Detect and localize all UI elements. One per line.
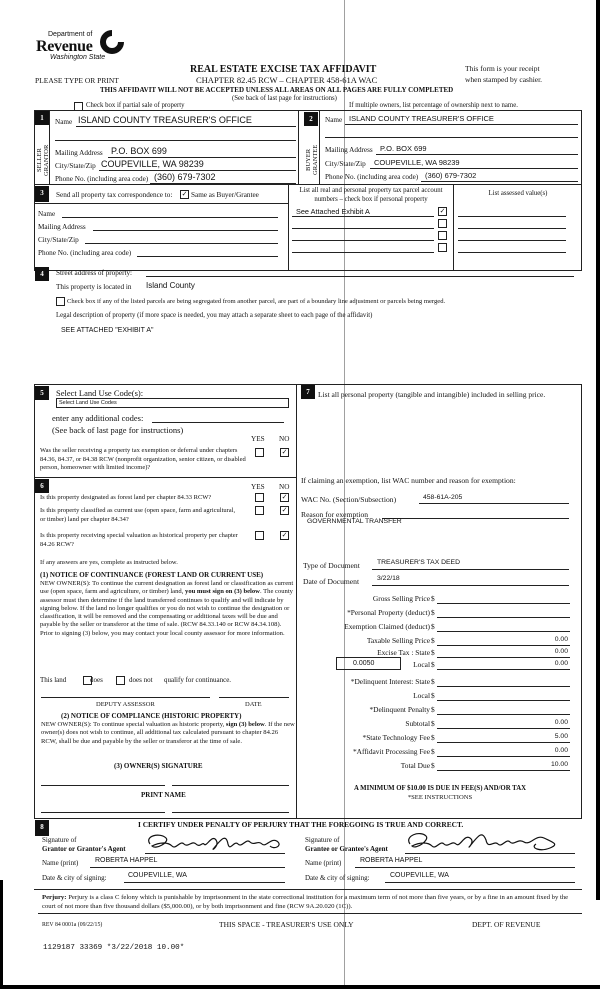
segregate-checkbox[interactable]	[56, 297, 65, 306]
section-3-number: 3	[35, 186, 49, 202]
section-7-number: 7	[301, 385, 315, 399]
notice-continuance-title: (1) NOTICE OF CONTINUANCE (FOREST LAND OR CURRENT USE)	[40, 571, 264, 579]
buyer-name-label: Name	[325, 116, 343, 124]
current-use-question: Is this property classified as current use (open space, farm and agricultural, or timber) land per chapter 84.34?	[40, 507, 236, 523]
buyer-phone-line	[421, 181, 578, 182]
currency-symbol: $	[431, 733, 435, 742]
currency-symbol: $	[431, 648, 435, 657]
parcel-header: List all real and personal property tax parcel account numbers – check box if personal property	[299, 187, 443, 203]
multiple-owners-note: If multiple owners, list percentage of ownership next to name.	[349, 102, 518, 109]
total-due-label: Total Due	[400, 761, 430, 770]
doc-type-line	[372, 569, 569, 570]
corr-phone-label: Phone No. (including area code)	[38, 249, 132, 257]
owner-signature-line-2[interactable]	[172, 785, 289, 786]
buyer-name-line-2	[325, 137, 578, 138]
see-back-instructions: (See back of last page for instructions)	[232, 95, 337, 102]
currency-symbol: $	[431, 691, 435, 700]
grantee-sig-label-a: Signature of	[305, 836, 340, 844]
current-use-no-checkbox[interactable]: ✓	[281, 507, 288, 514]
grantor-label: GRANTOR	[43, 144, 50, 176]
form-title: REAL ESTATE EXCISE TAX AFFIDAVIT	[190, 64, 377, 75]
excise-local-value[interactable]: 0.00	[554, 660, 568, 667]
seller-phone-line	[150, 183, 296, 184]
notice-compliance-text-b: . If the new owner(s) does not wish to continue, all additional tax calculated pursuant to chapter 84.26 RCW, shall be due and payable by the seller or transferor at the time of sale.	[41, 721, 295, 745]
grantee-date-value[interactable]: COUPEVILLE, WA	[390, 872, 449, 879]
section-6-number: 6	[35, 479, 49, 493]
minimum-due-note: A MINIMUM OF $10.00 IS DUE IN FEE(S) AND/OR TAX	[353, 785, 527, 792]
subtotal-label: Subtotal	[405, 719, 430, 728]
amount-line	[437, 631, 570, 632]
corr-city-label: City/State/Zip	[38, 236, 79, 244]
grantor-date-line	[124, 882, 285, 883]
located-label: This property is located in	[56, 283, 132, 291]
historic-yes-checkbox[interactable]	[255, 531, 264, 540]
currency-symbol: $	[431, 705, 435, 714]
scan-edge-bottom	[0, 985, 600, 989]
subtotal-value[interactable]: 0.00	[554, 719, 568, 726]
grantor-name-label: Name (print)	[42, 859, 79, 867]
amount-line	[437, 742, 570, 743]
corr-phone-line	[137, 256, 278, 257]
corr-mailing-label: Mailing Address	[38, 223, 86, 231]
form-chapter: CHAPTER 82.45 RCW – CHAPTER 458-61A WAC	[196, 75, 378, 85]
same-as-buyer-label: Same as Buyer/Grantee	[191, 191, 259, 199]
reason-value[interactable]: GOVERNMENTAL TRANSFER	[307, 518, 402, 525]
doc-date-line	[372, 585, 569, 586]
corr-city-line	[85, 243, 278, 244]
assessed-1-line	[458, 216, 566, 217]
certify-statement: I CERTIFY UNDER PENALTY OF PERJURY THAT THE FOREGOING IS TRUE AND CORRECT.	[138, 820, 464, 829]
if-yes-instruction: If any answers are yes, complete as instructed below.	[40, 559, 178, 566]
delinquent-interest-local-row	[300, 691, 580, 702]
receipt-note-2: when stamped by cashier.	[465, 75, 543, 84]
seller-label: SELLER	[36, 148, 43, 172]
historic-question: Is this property receiving special valuation as historical property per chapter 84.26 RCW?	[40, 532, 238, 548]
exemption-claimed-label: Exemption Claimed (deduct)	[344, 622, 430, 631]
amount-line	[437, 669, 570, 670]
parcel-2-line	[292, 228, 434, 229]
section-8-number: 8	[35, 820, 49, 836]
grantee-date-label: Date & city of signing:	[305, 874, 370, 882]
total-due-row	[300, 761, 580, 772]
notice-compliance-body	[41, 721, 295, 746]
delinquent-interest-local-label: Local	[413, 691, 430, 700]
deputy-assessor-line[interactable]	[41, 697, 210, 698]
exemption-yes-checkbox[interactable]	[255, 448, 264, 457]
currency-symbol: $	[431, 747, 435, 756]
grantor-signature-icon	[142, 830, 290, 856]
form-id: REV 84 0001a (09/22/15)	[42, 922, 103, 928]
grantor-sig-label-b: Grantor or Grantor's Agent	[42, 845, 126, 853]
buyer-name-value[interactable]: ISLAND COUNTY TREASURER'S OFFICE	[349, 114, 494, 123]
personal-property-label: List all personal property (tangible and intangible) included in selling price.	[318, 390, 546, 399]
segregate-label: Check box if any of the listed parcels are being segregated from another parcel, are part of a boundary line adjustment or parcels being merged.	[67, 298, 446, 305]
parcel-4-line	[292, 252, 434, 253]
exemption-no-checkbox[interactable]: ✓	[281, 449, 288, 456]
send-correspondence-label: Send all property tax correspondence to:	[56, 191, 173, 199]
section-6-top-divider	[34, 477, 296, 478]
grantee-date-line	[385, 882, 575, 883]
grantor-name-value[interactable]: ROBERTA HAPPEL	[95, 857, 158, 864]
assessed-2-line	[458, 228, 566, 229]
section-6-yes-header: YES	[251, 483, 265, 491]
assessed-header: List assessed value(s)	[488, 190, 548, 197]
doc-type-label: Type of Document	[303, 561, 360, 570]
seller-city-line	[99, 170, 296, 171]
parcel-1-line	[292, 216, 434, 217]
delinquent-interest-state-label: *Delinquent Interest: State	[350, 677, 430, 686]
parcel-3-line	[292, 240, 434, 241]
state-tech-fee-label: *State Technology Fee	[362, 733, 430, 742]
forest-land-question: Is this property designated as forest land per chapter 84.33 RCW?	[40, 494, 212, 501]
excise-local-label: Local	[413, 660, 430, 669]
amount-line	[437, 770, 570, 771]
perjury-bold: Perjury:	[42, 894, 67, 901]
section-1-number: 1	[35, 111, 49, 125]
corr-name-line	[62, 217, 278, 218]
legal-description-value[interactable]: SEE ATTACHED "EXHIBIT A"	[61, 327, 154, 334]
please-type: PLEASE TYPE OR PRINT	[35, 76, 119, 85]
notice-continuance-bold: you must sign on (3) below	[185, 588, 260, 596]
seller-grantor-label	[36, 140, 48, 180]
affidavit-fee-row	[300, 747, 580, 758]
buyer-grantee-label	[305, 140, 317, 180]
currency-symbol: $	[431, 636, 435, 645]
grantee-sig-label-b: Grantee or Grantee's Agent	[305, 845, 388, 853]
cashier-stamp: 1129187 33369 *3/22/2018 10.00*	[43, 944, 185, 952]
lower-right-border	[581, 384, 582, 818]
grantee-name-value[interactable]: ROBERTA HAPPEL	[360, 857, 423, 864]
buyer-phone-label: Phone No. (including area code)	[325, 173, 419, 181]
does-label: does	[90, 676, 103, 684]
grantor-date-value[interactable]: COUPEVILLE, WA	[128, 872, 187, 879]
does-not-qualify-checkbox[interactable]	[116, 676, 125, 685]
buyer-mailing-label: Mailing Address	[325, 146, 373, 154]
see-instructions-note: *SEE INSTRUCTIONS	[407, 794, 473, 801]
assessor-date-line[interactable]	[219, 697, 289, 698]
seller-phone-label: Phone No. (including area code)	[55, 175, 149, 183]
historic-no-checkbox[interactable]: ✓	[281, 532, 288, 539]
accept-warning: THIS AFFIDAVIT WILL NOT BE ACCEPTED UNLESS ALL AREAS ON ALL PAGES ARE FULLY COMPLETED	[100, 86, 454, 94]
grantor-name-line	[90, 867, 285, 868]
this-land-label: This land	[40, 676, 67, 684]
land-use-see-back: (See back of last page for instructions)	[52, 425, 184, 435]
parcel-1-personal-checkbox[interactable]: ✓	[439, 208, 446, 215]
amount-line	[437, 617, 570, 618]
section-8-top-border	[34, 818, 582, 819]
seller-name-line	[76, 126, 296, 127]
logo-line3: Washington State	[50, 54, 106, 61]
print-name-line-2[interactable]	[172, 812, 289, 813]
grantee-name-line	[355, 867, 575, 868]
print-name-label: PRINT NAME	[141, 791, 186, 799]
section-5-yes-header: YES	[251, 435, 265, 443]
buyer-city-line	[370, 168, 578, 169]
gross-selling-price-label: Gross Selling Price	[372, 594, 430, 603]
amount-line	[437, 657, 570, 658]
print-name-line-1[interactable]	[41, 812, 165, 813]
corr-name-label: Name	[38, 210, 56, 218]
located-value: Island County	[146, 281, 195, 290]
perjury-underline	[38, 913, 582, 914]
personal-property-deduct-label: *Personal Property (deduct)	[347, 608, 430, 617]
assessed-4-line	[458, 252, 566, 253]
additional-codes-label: enter any additional codes:	[52, 413, 144, 423]
land-use-label: Select Land Use Code(s):	[56, 388, 144, 398]
owner-signature-line-1[interactable]	[41, 785, 165, 786]
currency-symbol: $	[431, 608, 435, 617]
excise-state-value[interactable]: 0.00	[554, 648, 568, 655]
exemption-claimed-row	[300, 622, 580, 633]
corr-mailing-line	[93, 230, 278, 231]
seller-city-value[interactable]: COUPEVILLE, WA 98239	[101, 159, 204, 169]
section-3-header-divider	[34, 203, 288, 204]
qualify-label: qualify for continuance.	[164, 676, 232, 684]
exemption-claim-label: If claiming an exemption, list WAC number and reason for exemption:	[301, 476, 516, 485]
grantor-sig-label-a: Signature of	[42, 836, 77, 844]
buyer-phone-value[interactable]: (360) 679-7302	[425, 171, 477, 180]
logo-line2: Revenue	[36, 38, 93, 55]
amount-line	[437, 714, 570, 715]
land-use-select[interactable]: Select Land Use Codes	[56, 398, 289, 408]
lower-left-border	[34, 384, 35, 818]
notice-compliance-text-a: NEW OWNER(S): To continue special valuation as historic property,	[41, 721, 225, 728]
deputy-assessor-label: DEPUTY ASSESSOR	[96, 701, 155, 708]
exemption-question: Was the seller receiving a property tax exemption or deferral under chapters 84.36, 84.37, or 84.38 RCW (nonprofit organization, senior citizen, or disabled person, homeowner with limited income)?	[40, 447, 246, 471]
section-4-number: 4	[35, 267, 49, 281]
amount-line	[437, 686, 570, 687]
taxable-selling-price-row	[300, 636, 580, 647]
excise-local-row	[300, 660, 580, 671]
currency-symbol: $	[431, 719, 435, 728]
buyer-label: BUYER	[305, 148, 312, 172]
parties-divider	[298, 110, 299, 184]
lower-center-divider	[296, 384, 297, 818]
partial-sale-label: Check box if partial sale of property	[86, 102, 185, 109]
excise-state-label: Excise Tax : State	[377, 648, 430, 657]
delinquent-interest-state-row	[300, 677, 580, 688]
amount-line	[437, 728, 570, 729]
grantee-signature-icon	[400, 828, 570, 856]
section-2-number: 2	[304, 112, 318, 126]
same-as-buyer-checkbox[interactable]: ✓	[181, 191, 188, 198]
parcel-2-personal-checkbox[interactable]	[438, 219, 447, 228]
parties-bottom-divider	[34, 184, 582, 185]
street-address-label: Street address of property:	[56, 269, 133, 277]
does-not-label: does not	[129, 676, 153, 684]
currency-symbol: $	[431, 761, 435, 770]
assessed-divider	[453, 184, 454, 271]
dept-revenue-label: DEPT. OF REVENUE	[472, 920, 541, 929]
gross-selling-price-row	[300, 594, 580, 605]
seller-mailing-label: Mailing Address	[55, 149, 103, 157]
notice-continuance-body	[40, 580, 294, 638]
delinquent-penalty-row	[300, 705, 580, 716]
section-8-bottom-border	[34, 889, 582, 890]
buyer-mailing-line	[376, 154, 578, 155]
taxable-selling-price-value[interactable]: 0.00	[554, 636, 568, 643]
seller-city-label: City/State/Zip	[55, 162, 96, 170]
buyer-city-label: City/State/Zip	[325, 160, 366, 168]
state-tech-fee-row	[300, 733, 580, 744]
seller-name-value[interactable]: ISLAND COUNTY TREASURER'S OFFICE	[78, 115, 252, 125]
subtotal-row	[300, 719, 580, 730]
forest-yes-checkbox[interactable]	[255, 493, 264, 502]
dor-logo	[36, 30, 126, 70]
parcel-3-personal-checkbox[interactable]	[438, 231, 447, 240]
notice-continuance-text-a: NEW OWNER(S): To continue the current designation as forest land or classification as current use (open space, farm and agriculture, or timber) land,	[40, 580, 294, 596]
buyer-city-value[interactable]: COUPEVILLE, WA 98239	[374, 158, 460, 167]
notice-compliance-bold: sign (3) below	[225, 721, 265, 728]
notice-compliance-title: (2) NOTICE OF COMPLIANCE (HISTORIC PROPERTY)	[61, 712, 242, 720]
currency-symbol: $	[431, 660, 435, 669]
section-6-no-header: NO	[279, 483, 290, 491]
local-rate-box[interactable]: 0.0050	[336, 657, 401, 670]
doc-date-label: Date of Document	[303, 577, 360, 586]
current-use-yes-checkbox[interactable]	[255, 506, 264, 515]
wac-label: WAC No. (Section/Subsection)	[301, 495, 397, 504]
parcel-4-personal-checkbox[interactable]	[438, 243, 447, 252]
amount-line	[437, 645, 570, 646]
amount-line	[437, 700, 570, 701]
forest-no-checkbox[interactable]: ✓	[281, 494, 288, 501]
additional-codes-line[interactable]	[152, 422, 284, 423]
receipt-note-1: This form is your receipt	[465, 64, 540, 73]
notice-continuance-text-b: . The county assessor must then determine if the land transferred continues to qualify and will indicate by signing below. If the land no longer qualifies or you do not wish to continue the designation or classification, it will be removed and the compensating or additional taxes will be due and payable by the seller or transferor at the time of sale. (RCW 84.33.140 or RCW 84.34.108). Prior to signing (3) below, you may contact your local county assessor for more information.	[40, 588, 293, 637]
reason-label: Reason for exemption	[301, 510, 369, 519]
grantee-label: GRANTEE	[312, 144, 319, 176]
state-tech-fee-value[interactable]: 5.00	[554, 733, 568, 740]
section-5-no-header: NO	[279, 435, 290, 443]
section-5-number: 5	[35, 386, 49, 400]
perjury-text: Perjury is a class C felony which is punishable by imprisonment in the state correctional institution for a maximum term of not more than five years, or by a fine in an amount fixed by the court of not more than five thousand dollars ($5,000.00), or by both imprisonment and fine (RCW 9A.20.020 (1C)).	[42, 894, 569, 910]
personal-property-row	[300, 608, 580, 619]
wac-value[interactable]: 458-61A-205	[423, 494, 463, 501]
seller-mailing-line	[108, 157, 296, 158]
section-2-side-divider	[319, 110, 320, 184]
buyer-mailing-value[interactable]: P.O. BOX 699	[380, 144, 427, 153]
seller-name-line-2	[55, 140, 296, 141]
grantee-name-label: Name (print)	[305, 859, 342, 867]
scan-edge-left	[0, 880, 3, 989]
assessed-3-line	[458, 240, 566, 241]
currency-symbol: $	[431, 677, 435, 686]
currency-symbol: $	[431, 594, 435, 603]
parcel-1-value[interactable]: See Attached Exhibit A	[296, 207, 370, 216]
logo-line1: Department of	[48, 31, 93, 38]
delinquent-penalty-label: *Delinquent Penalty	[369, 705, 430, 714]
total-due-value[interactable]: 10.00	[550, 761, 568, 768]
perjury-notice	[42, 893, 582, 911]
doc-type-value[interactable]: TREASURER'S TAX DEED	[377, 559, 461, 566]
grantor-date-label: Date & city of signing:	[42, 874, 107, 882]
taxable-selling-price-label: Taxable Selling Price	[366, 636, 430, 645]
legal-description-label: Legal description of property (if more space is needed, you may attach a separate sheet to each page of the affidavit)	[56, 312, 373, 319]
treasurer-use-label: THIS SPACE - TREASURER'S USE ONLY	[219, 920, 354, 929]
reason-line	[382, 518, 569, 519]
amount-line	[437, 756, 570, 757]
dor-swirl-icon	[98, 28, 126, 56]
currency-symbol: $	[431, 622, 435, 631]
scan-edge-right	[596, 0, 600, 900]
assessor-date-label: DATE	[245, 701, 262, 708]
seller-mailing-value[interactable]: P.O. BOX 699	[111, 146, 167, 156]
buyer-name-line	[345, 124, 578, 125]
owner-signature-label: (3) OWNER(S) SIGNATURE	[114, 762, 203, 770]
doc-date-value[interactable]: 3/22/18	[377, 575, 400, 582]
amount-line	[437, 603, 570, 604]
seller-name-label: Name	[55, 118, 73, 126]
street-address-line[interactable]	[146, 276, 574, 277]
wac-line	[419, 503, 569, 504]
seller-phone-value[interactable]: (360) 679-7302	[154, 172, 216, 182]
affidavit-fee-label: *Affidavit Processing Fee	[352, 747, 430, 756]
affidavit-fee-value[interactable]: 0.00	[554, 747, 568, 754]
